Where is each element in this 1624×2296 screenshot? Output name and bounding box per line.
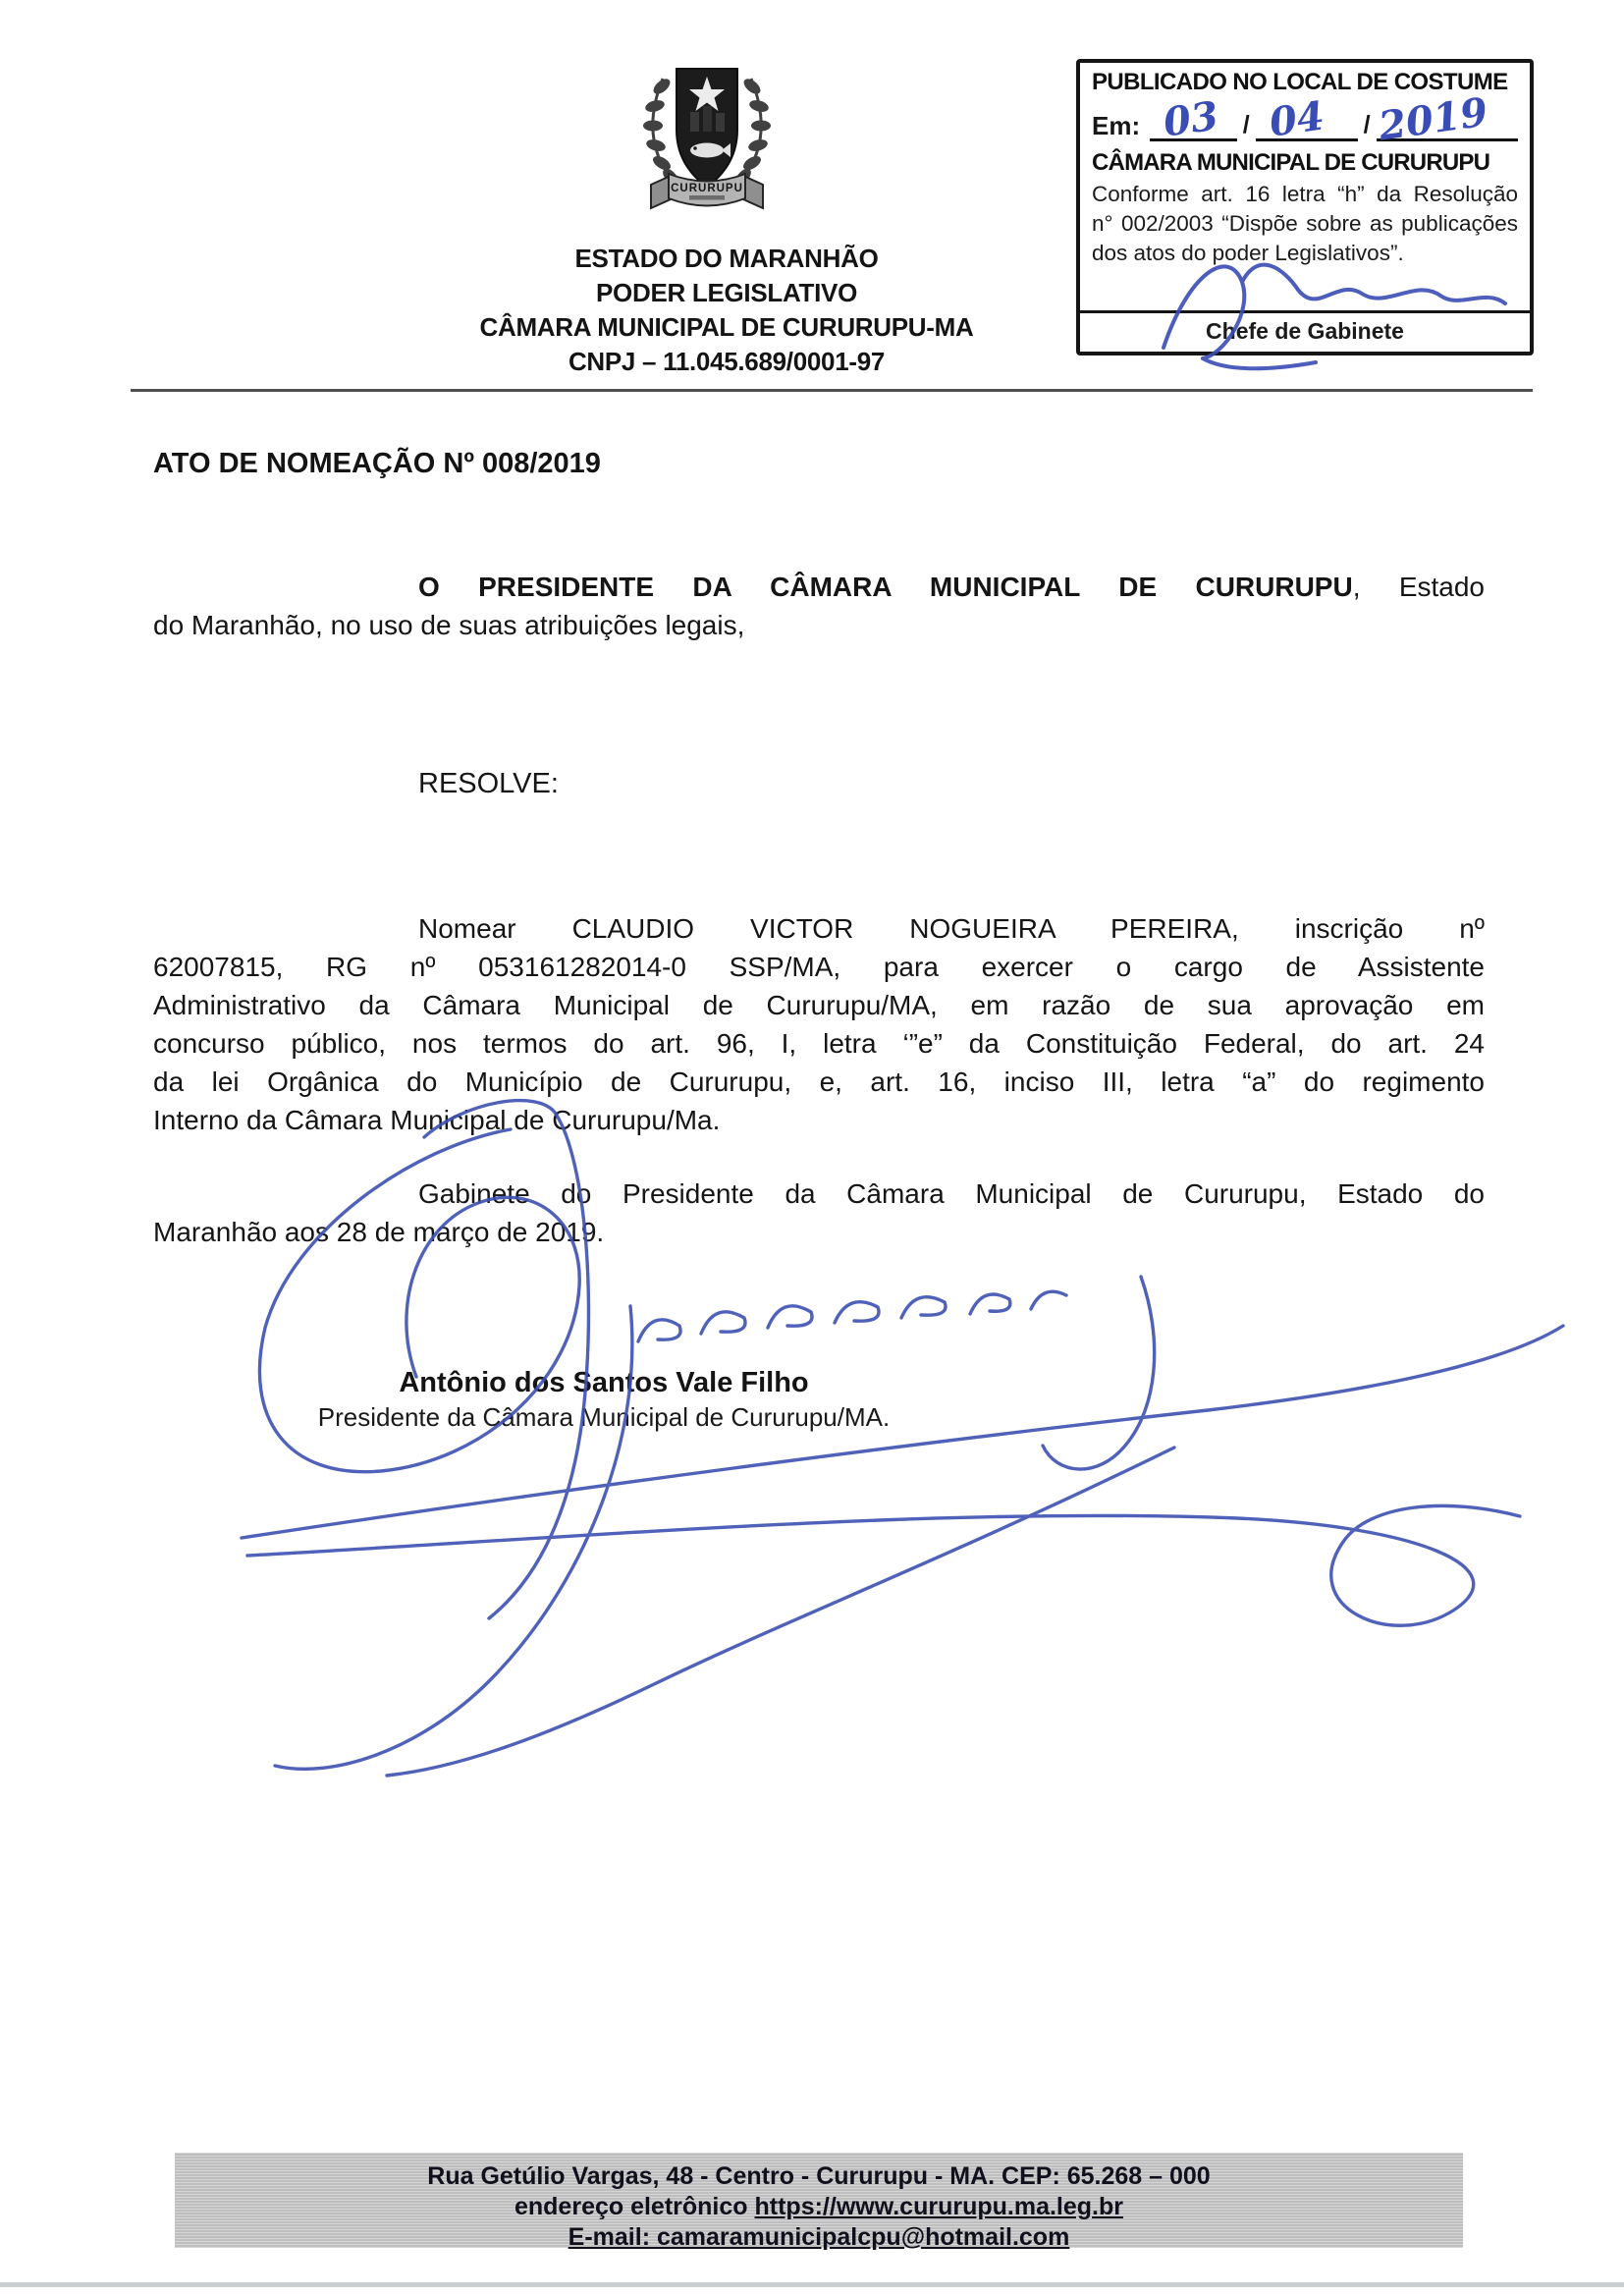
publication-stamp — [1076, 59, 1534, 355]
footer-email-prefix: E-mail: — [568, 2223, 651, 2251]
stamp-org: CÂMARA MUNICIPAL DE CURURUPU — [1092, 149, 1490, 176]
paragraph-line: Gabinete do Presidente da Câmara Municipal de Cururupu, Estado do — [418, 1178, 1485, 1209]
stamp-date-month-field — [1256, 92, 1358, 146]
paragraph-line: da lei Orgânica do Município de Cururupu, e, art. 16, inciso III, letra “a” do regimento — [153, 1066, 1485, 1097]
stamp-note-line: n° 002/2003 “Dispõe sobre as publicações — [1092, 211, 1518, 236]
stamp-date-row — [1092, 88, 1518, 150]
signature-name: Antônio dos Santos Vale Filho — [399, 1367, 809, 1398]
signature-role: Presidente da Câmara Municipal de Cururupu/MA. — [317, 1402, 891, 1432]
document-title: ATO DE NOMEAÇÃO Nº 008/2019 — [153, 448, 601, 479]
header-divider — [131, 389, 1533, 392]
paragraph-line: Administrativo da Câmara Municipal de Cururupu/MA, em razão de sua aprovação em — [153, 990, 1485, 1020]
footer-site-line — [175, 2192, 1463, 2222]
stamp-date-year-field — [1375, 88, 1518, 150]
stamp-title: PUBLICADO NO LOCAL DE COSTUME — [1092, 69, 1508, 95]
header-state: ESTADO DO MARANHÃO — [574, 244, 879, 273]
stamp-note-line: Conforme art. 16 letra “h” da Resolução — [1092, 182, 1518, 206]
handwritten-year: 2019 — [1375, 88, 1490, 150]
stamp-date-day-field — [1150, 92, 1237, 146]
header — [412, 242, 1041, 379]
paragraph-closing — [153, 1175, 1485, 1251]
handwritten-month: 04 — [1266, 92, 1327, 146]
stamp-note-line: dos atos do poder Legislativos”. — [1092, 241, 1404, 265]
paragraph-line: Maranhão aos 28 de março de 2019. — [153, 1217, 605, 1247]
stamp-signer-role: Chefe de Gabinete — [1080, 310, 1530, 352]
coat-of-arms-icon — [633, 57, 781, 236]
paragraph-line: concurso público, nos termos do art. 96, I, letra ‘”e” da Constituição Federal, do art. 24 — [153, 1028, 1485, 1059]
paragraph-line: Nomear CLAUDIO VICTOR NOGUEIRA PEREIRA, inscrição nº — [418, 913, 1485, 944]
stamp-date-label: Em: — [1092, 111, 1141, 140]
resolve-line: RESOLVE: — [418, 768, 559, 799]
paragraph-line — [153, 568, 1485, 606]
footer-email-address: camaramunicipalcpu@hotmail.com — [656, 2223, 1070, 2251]
intro-bold: O PRESIDENTE DA CÂMARA MUNICIPAL DE CURURUPU — [418, 572, 1353, 602]
header-org: CÂMARA MUNICIPAL DE CURURUPU-MA — [479, 312, 974, 342]
paragraph-line: Interno da Câmara Municipal de Cururupu/Ma. — [153, 1105, 721, 1135]
intro-rest: , Estado — [1352, 572, 1486, 602]
crest-banner-label: CURURUPU — [671, 183, 743, 194]
footer — [175, 2153, 1463, 2251]
footer-site-link[interactable]: https://www.cururupu.ma.leg.br — [754, 2193, 1123, 2220]
stamp-note — [1092, 180, 1518, 268]
header-branch: PODER LEGISLATIVO — [596, 278, 857, 307]
signature-block — [314, 1365, 893, 1434]
paragraph-body — [153, 909, 1485, 1139]
header-cnpj: CNPJ – 11.045.689/0001-97 — [568, 347, 886, 376]
footer-email-link[interactable] — [175, 2222, 1463, 2253]
paragraph-intro — [153, 568, 1485, 644]
footer-address: Rua Getúlio Vargas, 48 - Centro - Cururupu - MA. CEP: 65.268 – 000 — [427, 2162, 1211, 2190]
handwritten-day: 03 — [1161, 92, 1221, 146]
paragraph-line: do Maranhão, no uso de suas atribuições legais, — [153, 610, 745, 640]
page-bottom-rule — [0, 2282, 1624, 2287]
stamp-date-slash: / — [1242, 111, 1250, 138]
paragraph-line: 62007815, RG nº 053161282014-0 SSP/MA, para exercer o cargo de Assistente — [153, 952, 1485, 982]
stamp-date-slash: / — [1363, 111, 1371, 138]
footer-site-prefix: endereço eletrônico — [514, 2193, 748, 2220]
